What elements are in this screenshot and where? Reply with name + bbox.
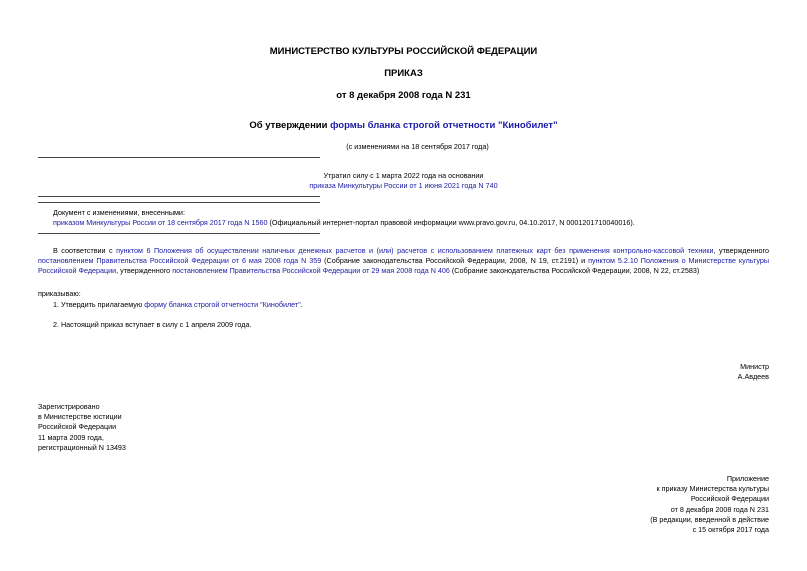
divider-4 [38, 233, 320, 234]
date-number-heading: от 8 декабря 2008 года N 231 [336, 90, 471, 101]
divider-3 [38, 202, 320, 203]
government-decree-406-link[interactable]: постановлением Правительства Российской Федерации от 29 мая 2008 года N 406 [172, 266, 450, 276]
item-1-text: 1. Утвердить прилагаемую [53, 300, 145, 309]
item-1 [53, 300, 303, 309]
appendix-block [650, 474, 769, 535]
title-prefix: Об утверждении [249, 120, 331, 131]
registration-line-5: регистрационный N 13493 [38, 442, 126, 452]
preamble-text-5: (Собрание законодательства Российской Федерации, 2008, N 22, ст.2583) [449, 266, 700, 276]
ticket-form-link[interactable]: форму бланка строгой отчетности "Кинобилет" [144, 300, 301, 309]
signature-name: А.Авдеев [737, 372, 769, 381]
preamble-text-3: (Собрание законодательства Российской Федерации, 2008, N 19, ст.2191) и [321, 256, 589, 266]
appendix-line-3: Российской Федерации [690, 494, 769, 504]
changes-note: (с изменениями на 18 сентября 2017 года) [346, 142, 489, 151]
appendix-line-2: к приказу Министерства культуры [656, 484, 769, 494]
registration-line-2: в Министерстве юстиции [38, 412, 122, 422]
preamble-text-4: , утвержденного [116, 266, 173, 276]
amendments-line [53, 218, 635, 227]
registration-line-1: Зарегистрировано [38, 402, 100, 411]
doc-type-heading: ПРИКАЗ [384, 68, 423, 79]
government-decree-359-link[interactable]: постановлением Правительства Российской Федерации от 6 мая 2008 года N 359 [38, 256, 322, 266]
expired-order-link[interactable]: приказа Минкультуры России от 1 июня 2021 года N 740 [309, 181, 498, 190]
registration-block [38, 402, 126, 453]
preamble-text-2: , утвержденного [713, 246, 769, 255]
appendix-line-5: (В редакции, введенной в действие [650, 514, 769, 524]
registration-line-3: Российской Федерации [38, 422, 117, 432]
ministry-regulation-link[interactable]: пунктом 5.2.10 Положения о Министерстве культуры Российской Федерации [38, 256, 770, 276]
ministry-heading: МИНИСТЕРСТВО КУЛЬТУРЫ РОССИЙСКОЙ ФЕДЕРАЦИИ [269, 46, 538, 57]
expired-note: Утратил силу с 1 марта 2022 года на основании [323, 171, 484, 180]
expired-link-line [0, 181, 807, 190]
appendix-line-4: от 8 декабря 2008 года N 231 [670, 504, 769, 514]
item-2: 2. Настоящий приказ вступает в силу с 1 апреля 2009 года. [53, 320, 252, 329]
amendments-source: (Официальный интернет-портал правовой информации www.pravo.gov.ru, 04.10.2017, N 0001201710040016). [267, 218, 635, 227]
signature-position: Министр [740, 362, 769, 371]
order-word: приказываю: [38, 289, 81, 298]
cash-settlement-regulation-link[interactable]: пунктом 6 Положения об осуществлении наличных денежных расчетов и (или) расчетов с использованием платежных карт без применения контрольно-кассовой техники [116, 246, 714, 255]
amendments-label: Документ с изменениями, внесенными: [53, 208, 185, 217]
appendix-line-6: с 15 октября 2017 года [692, 525, 769, 535]
registration-line-4: 11 марта 2009 года, [38, 432, 104, 442]
document-title [0, 120, 807, 131]
preamble-text-1: В соответствии с [53, 246, 117, 255]
title-form-link[interactable]: формы бланка строгой отчетности "Кинобилет" [330, 120, 558, 131]
item-1-end: . [300, 300, 303, 309]
preamble-paragraph [38, 246, 769, 277]
amendment-order-link[interactable]: приказом Минкультуры России от 18 сентября 2017 года N 1560 [53, 218, 268, 227]
divider-2 [38, 196, 320, 197]
divider-1 [38, 157, 320, 158]
appendix-line-1: Приложение [726, 474, 769, 483]
